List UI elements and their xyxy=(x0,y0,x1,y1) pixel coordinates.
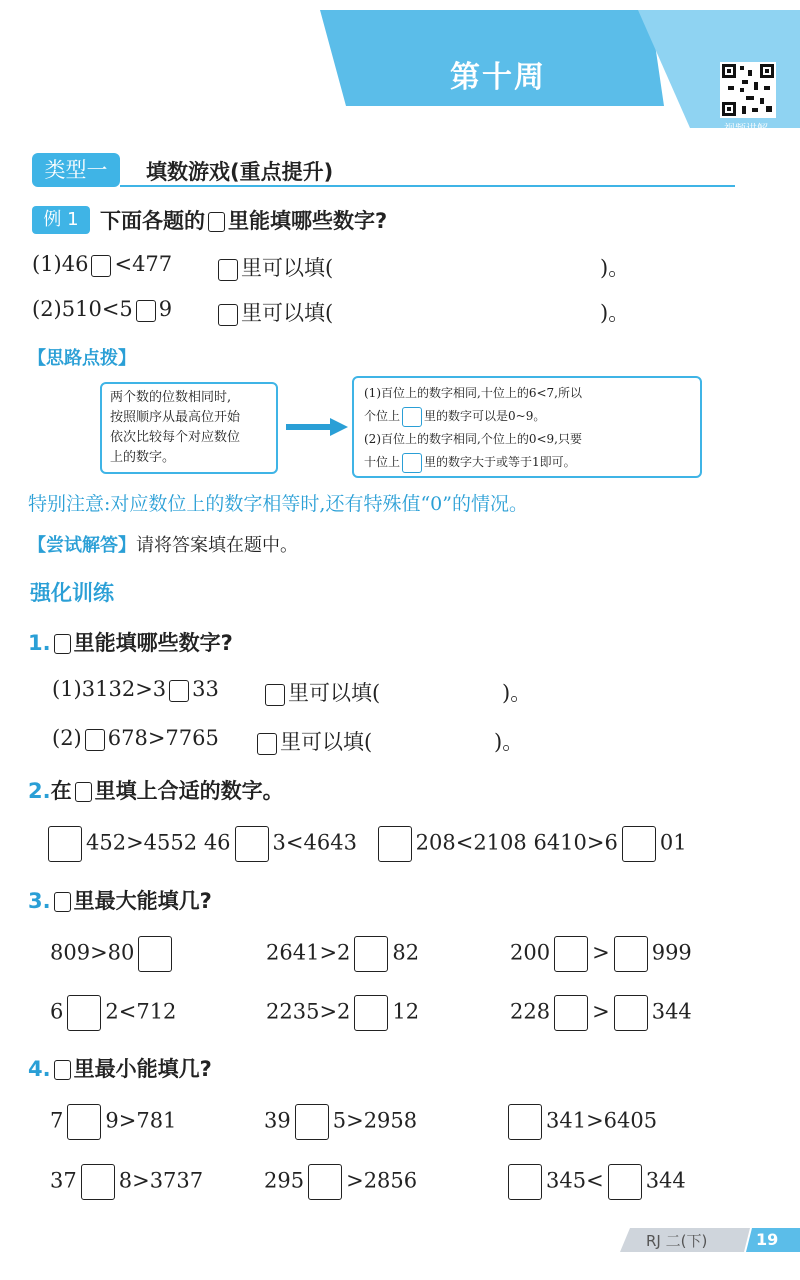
q2-a: 452>4552 xyxy=(86,830,198,855)
example-prompt-b: 里能填哪些数字? xyxy=(228,209,388,233)
q3-r1-b xyxy=(266,936,419,972)
footer-edition: RJ 二(下) xyxy=(646,1232,708,1250)
q2-b1: 46 xyxy=(203,830,231,855)
q4-r1-c xyxy=(508,1104,657,1140)
hint-text: 个位上 xyxy=(364,409,401,423)
answer-box[interactable] xyxy=(91,255,111,277)
example-item-1-close: )。 xyxy=(600,256,630,280)
q3-r2c1-text: 228 xyxy=(510,999,551,1024)
blank-box xyxy=(218,259,238,281)
q4-r1a2-text: 9>781 xyxy=(105,1108,177,1133)
example-item-2-close: )。 xyxy=(600,301,630,325)
q3-r1c1-text: 200 xyxy=(510,940,551,965)
q3-r1b2-text: 82 xyxy=(392,940,420,965)
fill-label: 里可以填( xyxy=(241,301,334,325)
hint-text: 十位上 xyxy=(364,455,401,469)
q4-text: 里最小能填几? xyxy=(73,1057,212,1081)
hint-text: 里的数字可以是0~9。 xyxy=(424,409,546,423)
try-row xyxy=(28,531,298,557)
type-title: 填数游戏(重点提升) xyxy=(146,160,334,184)
example-prompt-a: 下面各题的 xyxy=(100,209,205,233)
q1-item-2-close: )。 xyxy=(494,730,524,754)
blank-box xyxy=(208,212,225,232)
q4-number: 4. xyxy=(28,1057,51,1081)
fill-label: 里可以填( xyxy=(241,256,334,280)
q3-number: 3. xyxy=(28,889,51,913)
q2-d1: 6410>6 xyxy=(533,830,618,855)
answer-box[interactable] xyxy=(67,995,101,1031)
example-prompt xyxy=(100,205,387,235)
hint-right-line: (2)百位上的数字相同,个位上的0<9,只要 xyxy=(364,432,582,446)
q1-item-2-pre: (2) xyxy=(52,726,82,750)
q3-r2a1-text: 6 xyxy=(50,999,64,1024)
answer-box[interactable] xyxy=(295,1104,329,1140)
q1-header xyxy=(28,627,233,657)
q2-header xyxy=(28,775,284,805)
example-item-1-rest: <477 xyxy=(114,252,173,276)
answer-box[interactable] xyxy=(554,936,588,972)
blank-box xyxy=(75,782,92,802)
example-item-2 xyxy=(32,297,172,322)
q4-r2a1-text: 37 xyxy=(50,1168,77,1193)
q1-number: 1. xyxy=(28,631,51,655)
arrow-right-icon xyxy=(286,418,348,436)
q4-r1-b xyxy=(264,1104,417,1140)
q3-r1c3-text: 999 xyxy=(651,940,692,965)
hint-right-line-2 xyxy=(364,405,690,428)
qr-code[interactable] xyxy=(720,62,776,118)
try-text: 请将答案填在题中。 xyxy=(136,535,298,556)
example-item-2-rest: 9 xyxy=(158,297,173,321)
q3-r1-a xyxy=(50,936,176,972)
hint-left-line: 两个数的位数相同时, xyxy=(110,390,232,405)
q2-c: 208<2108 xyxy=(415,830,527,855)
q3-r2-a xyxy=(50,995,176,1031)
answer-box[interactable] xyxy=(508,1104,542,1140)
hint-text: 里的数字大于或等于1即可。 xyxy=(424,455,576,469)
type-underline xyxy=(120,185,735,187)
q4-r1a1-text: 7 xyxy=(50,1108,64,1133)
q1-item-2-fill xyxy=(254,726,372,756)
q1-item-2 xyxy=(52,726,219,751)
q3-r1a-text: 809>80 xyxy=(50,940,135,965)
try-label: 【尝试解答】 xyxy=(28,535,136,556)
answer-box[interactable] xyxy=(308,1164,342,1200)
q4-r1-a xyxy=(50,1104,176,1140)
q2-b2: 3<4643 xyxy=(272,830,357,855)
q1-text: 里能填哪些数字? xyxy=(73,631,233,655)
q4-header xyxy=(28,1053,212,1083)
qr-caption: 视频讲解 xyxy=(724,122,768,135)
blank-box xyxy=(402,453,422,473)
example-item-1-fill xyxy=(215,252,333,282)
q2-d2: 01 xyxy=(659,830,687,855)
q1-item-2-post: 678>7765 xyxy=(107,726,219,750)
answer-box[interactable] xyxy=(85,729,105,751)
blank-box xyxy=(402,407,422,427)
hint-left-line: 依次比较每个对应数位 xyxy=(110,430,241,445)
q3-r2c3-text: 344 xyxy=(651,999,692,1024)
q1-item-1-fill xyxy=(262,677,380,707)
q3-r2b1-text: 2235>2 xyxy=(266,999,351,1024)
hint-left-line: 按照顺序从最高位开始 xyxy=(110,410,241,425)
fill-label: 里可以填( xyxy=(280,730,373,754)
q4-r1b1-text: 39 xyxy=(264,1108,291,1133)
q4-r2c1-text: 345< xyxy=(546,1168,604,1193)
answer-box[interactable] xyxy=(48,826,82,862)
q4-r2a2-text: 8>3737 xyxy=(118,1168,204,1193)
q3-r2-b xyxy=(266,995,419,1031)
q1-item-1 xyxy=(52,677,219,702)
qr-code-icon xyxy=(720,62,776,118)
q2-row xyxy=(48,826,687,862)
q1-item-1-close: )。 xyxy=(502,681,532,705)
q1-item-1-post: 33 xyxy=(192,677,219,701)
footer-page-number: 19 xyxy=(756,1230,779,1249)
q3-r2b2-text: 12 xyxy=(392,999,420,1024)
hint-left-line: 上的数字。 xyxy=(110,450,176,465)
q3-text: 里最大能填几? xyxy=(73,889,212,913)
answer-box[interactable] xyxy=(81,1164,115,1200)
q2-number: 2. xyxy=(28,779,51,803)
answer-box[interactable] xyxy=(354,936,388,972)
q4-r2b2-text: >2856 xyxy=(346,1168,418,1193)
hint-right-line-4 xyxy=(364,451,690,474)
answer-box[interactable] xyxy=(508,1164,542,1200)
special-note: 特别注意:对应数位上的数字相等时,还有特殊值“0”的情况。 xyxy=(28,493,528,515)
q4-r2-c xyxy=(508,1164,686,1200)
q1-item-1-pre: (1)3132>3 xyxy=(52,677,167,701)
answer-box[interactable] xyxy=(138,936,172,972)
answer-box[interactable] xyxy=(354,995,388,1031)
example-tag: 例 1 xyxy=(32,206,90,234)
q4-r2-a xyxy=(50,1164,203,1200)
hint-label: 【思路点拨】 xyxy=(28,348,136,369)
q3-header xyxy=(28,885,212,915)
q4-r2-b xyxy=(264,1164,417,1200)
q3-r2a2-text: 2<712 xyxy=(105,999,177,1024)
blank-box xyxy=(218,304,238,326)
hint-right-line: (1)百位上的数字相同,十位上的6<7,所以 xyxy=(364,386,582,400)
blank-box xyxy=(54,634,71,654)
blank-box xyxy=(54,1060,71,1080)
q4-r2c2-text: 344 xyxy=(645,1168,686,1193)
answer-box[interactable] xyxy=(554,995,588,1031)
practice-title: 强化训练 xyxy=(30,581,114,605)
blank-box xyxy=(257,733,277,755)
answer-box[interactable] xyxy=(622,826,656,862)
answer-box[interactable] xyxy=(169,680,189,702)
blank-box xyxy=(265,684,285,706)
example-item-2-num: (2)510<5 xyxy=(32,297,133,321)
answer-box[interactable] xyxy=(136,300,156,322)
answer-box[interactable] xyxy=(378,826,412,862)
example-item-2-fill xyxy=(215,297,333,327)
answer-box[interactable] xyxy=(235,826,269,862)
hint-arrow xyxy=(286,418,348,440)
q2-pre: 在 xyxy=(50,779,72,803)
q2-text: 里填上合适的数字。 xyxy=(94,779,284,803)
q3-r1c2-text: > xyxy=(592,940,610,965)
example-item-1-num: (1)46 xyxy=(32,252,89,276)
hint-left-box xyxy=(100,382,278,474)
answer-box[interactable] xyxy=(608,1164,642,1200)
week-title: 第十周 xyxy=(450,60,546,95)
q3-r1-c xyxy=(510,936,692,972)
q4-r1c-text: 341>6405 xyxy=(546,1108,658,1133)
type-tag: 类型一 xyxy=(32,153,120,187)
q3-r2c2-text: > xyxy=(592,999,610,1024)
answer-box[interactable] xyxy=(67,1104,101,1140)
q3-r1b1-text: 2641>2 xyxy=(266,940,351,965)
blank-box xyxy=(54,892,71,912)
q4-r1b2-text: 5>2958 xyxy=(332,1108,418,1133)
example-item-1 xyxy=(32,252,172,277)
q4-r2b1-text: 295 xyxy=(264,1168,305,1193)
q3-r2-c xyxy=(510,995,692,1031)
answer-box[interactable] xyxy=(614,936,648,972)
answer-box[interactable] xyxy=(614,995,648,1031)
hint-right-box xyxy=(352,376,702,478)
fill-label: 里可以填( xyxy=(288,681,381,705)
